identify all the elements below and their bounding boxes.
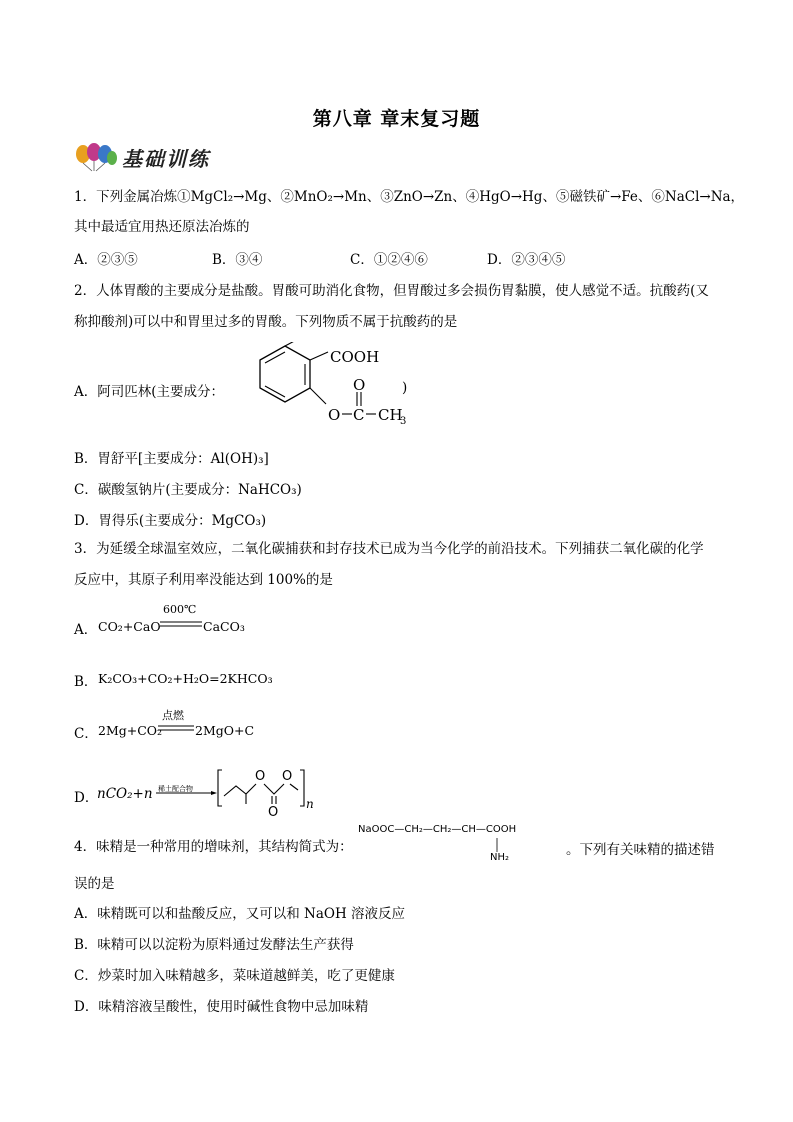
q2-option-a-prefix: A．阿司匹林(主要成分： (74, 384, 225, 400)
q4-option-b: B．味精可以以淀粉为原料通过发酵法生产获得 (74, 937, 354, 953)
q2-option-d: D．胃得乐(主要成分：MgCO₃) (74, 513, 267, 529)
methyl-label: CH (378, 406, 403, 424)
q4-line1-suffix: 。下列有关味精的描述错 (566, 842, 715, 858)
polycarbonate-structure (156, 760, 316, 820)
poly-o1-label: O (255, 769, 266, 784)
q3-line2: 反应中，其原子利用率没能达到 100%的是 (74, 572, 333, 588)
q1-option-a: A．②③⑤ (74, 252, 138, 268)
q2-line2: 称抑酸剂)可以中和胃里过多的胃酸。下列物质不属于抗酸药的是 (74, 314, 458, 330)
q1-option-b: B．③④ (212, 252, 263, 268)
q3-option-b-label: B． (74, 674, 98, 690)
aspirin-structure (230, 342, 410, 428)
q3-option-d-left: nCO₂+n (97, 786, 153, 802)
q3-option-c-left: 2Mg+CO₂ (98, 723, 163, 738)
q3-option-b-equation: K₂CO₃+CO₂+H₂O=2KHCO₃ (98, 671, 273, 686)
section-label: 基础训练 (122, 146, 210, 171)
page-title: 第八章 章末复习题 (312, 108, 481, 130)
q3-option-c-right: 2MgO+C (195, 723, 255, 738)
methyl-subscript: 3 (400, 416, 407, 427)
q4-line1-prefix: 4．味精是一种常用的增味剂，其结构简式为： (74, 839, 353, 855)
q1-line1: 1．下列金属冶炼①MgCl₂→Mg、②MnO₂→Mn、③ZnO→Zn、④HgO→Hg、⑤磁铁矿→Fe、⑥NaCl→Na， (74, 189, 745, 205)
q3-option-a-equals (160, 620, 202, 628)
q2-option-c: C．碳酸氢钠片(主要成分：NaHCO₃) (74, 482, 302, 498)
q3-option-a-right: CaCO₃ (203, 619, 245, 634)
poly-o2-label: O (282, 769, 293, 784)
q1-line2: 其中最适宜用热还原法冶炼的 (74, 219, 250, 235)
q4-option-c: C．炒菜时加入味精越多，菜味道越鲜美，吃了更健康 (74, 968, 395, 984)
q3-option-a-condition: 600℃ (163, 603, 197, 616)
msg-structure-nh2: NH₂ (490, 852, 510, 863)
q3-line1: 3．为延缓全球温室效应，二氧化碳捕获和封存技术已成为当今化学的前沿技术。下列捕获二氧化碳的化学 (74, 541, 704, 557)
q3-option-d-condition: 稀土配合物 (158, 785, 193, 793)
q3-option-a-label: A． (74, 622, 98, 638)
q3-option-c-label: C． (74, 726, 98, 742)
carbon-label: C (353, 406, 365, 424)
q4-option-a: A．味精既可以和盐酸反应，又可以和 NaOH 溶液反应 (74, 906, 406, 922)
msg-structure-main: NaOOC—CH₂—CH₂—CH—COOH (358, 824, 517, 835)
ester-o-label: O (328, 406, 341, 424)
q3-option-c-condition: 点燃 (162, 709, 184, 722)
q1-option-c: C．①②④⑥ (350, 252, 428, 268)
q2-option-b: B．胃舒平[主要成分：Al(OH)₃] (74, 451, 269, 467)
carbonyl-o-label: O (353, 376, 366, 394)
poly-n-label: n (306, 797, 314, 811)
q3-option-a-left: CO₂+CaO (98, 619, 161, 634)
poly-o3-label: O (268, 805, 279, 820)
q4-option-d: D．味精溶液呈酸性，使用时碱性食物中忌加味精 (74, 999, 369, 1015)
q2-option-a-suffix: ) (402, 380, 408, 396)
q1-option-d: D．②③④⑤ (487, 252, 566, 268)
q3-option-c-equals (158, 724, 194, 732)
cooh-label: COOH (330, 348, 380, 366)
balloons-icon (74, 142, 118, 172)
q4-line2: 误的是 (74, 876, 115, 892)
q2-line1: 2．人体胃酸的主要成分是盐酸。胃酸可助消化食物，但胃酸过多会损伤胃黏膜，使人感觉不适。抗酸药(又 (74, 283, 709, 299)
q3-option-d-label: D． (74, 790, 99, 806)
msg-structure-bond (495, 838, 499, 852)
section-header (74, 141, 210, 173)
